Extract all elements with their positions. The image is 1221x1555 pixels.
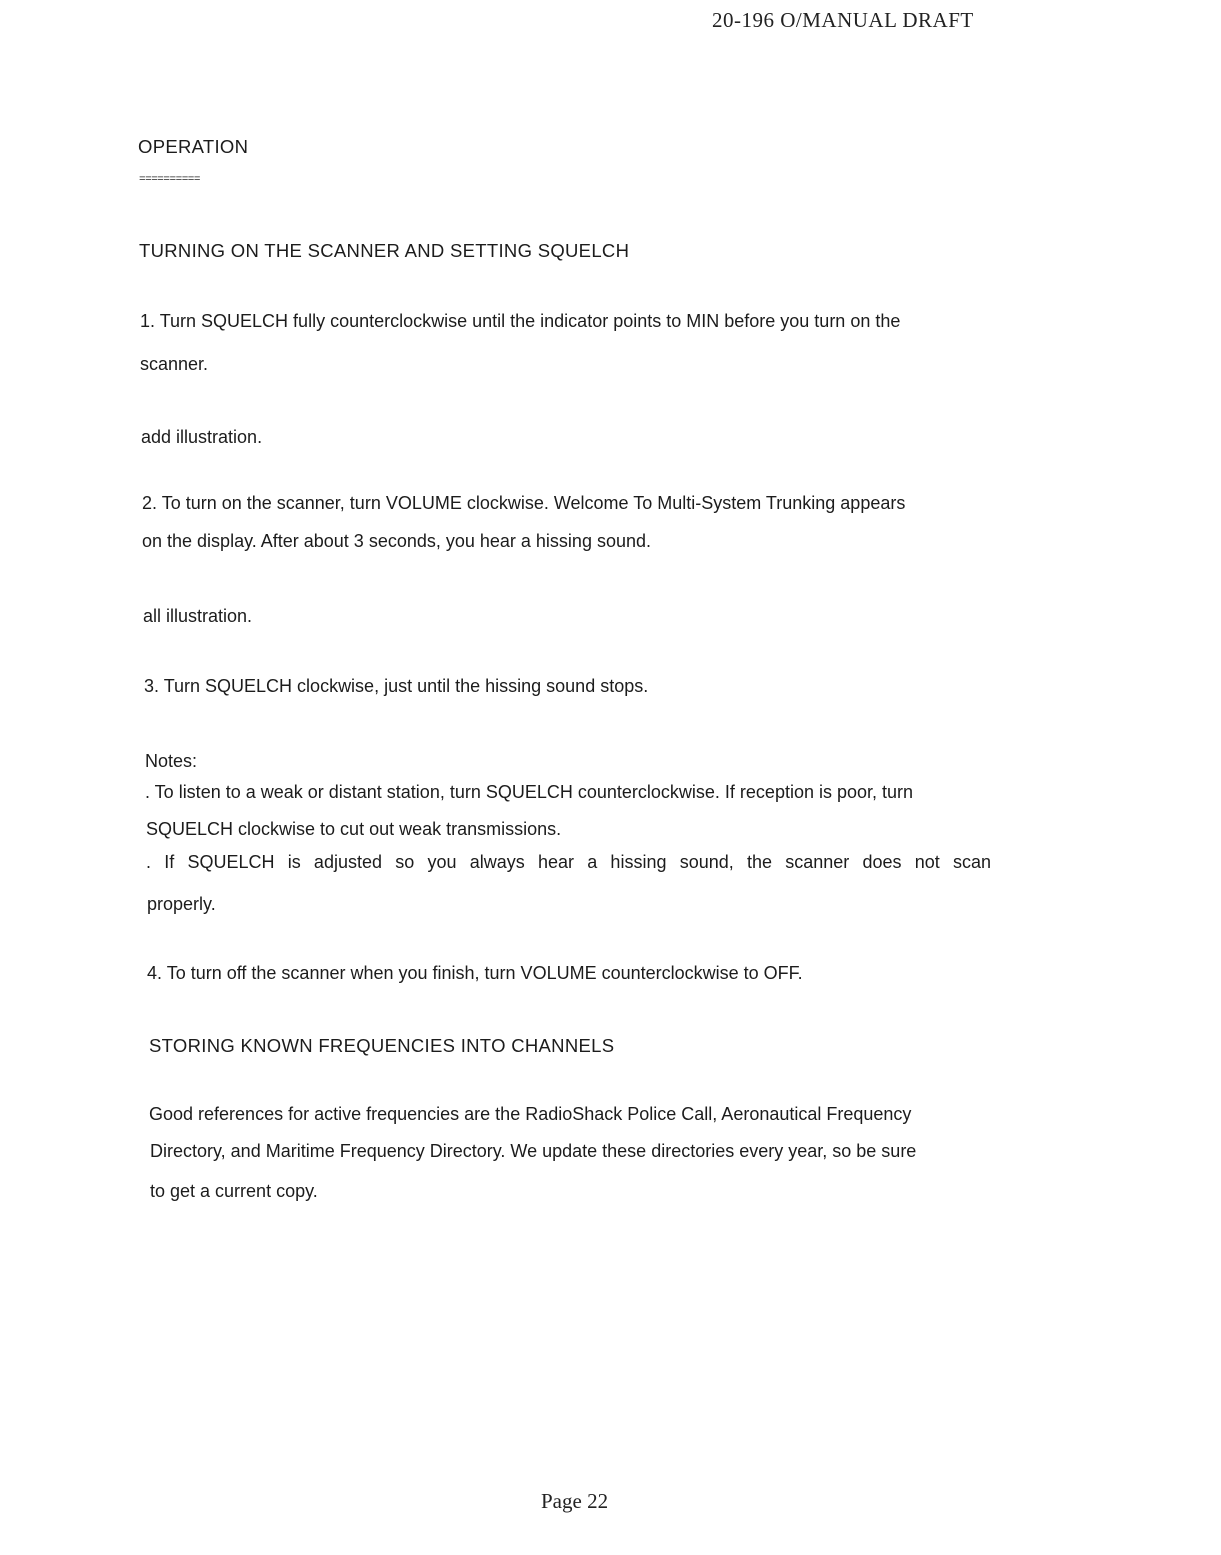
step1-line1: 1. Turn SQUELCH fully counterclockwise until the indicator points to MIN before you turn on the (140, 311, 901, 331)
note1-line1: . To listen to a weak or distant station, turn SQUELCH counterclockwise. If reception is poor, turn (145, 782, 914, 802)
note1-line2: SQUELCH clockwise to cut out weak transmissions. (146, 819, 562, 839)
note2-line1: . If SQUELCH is adjusted so you always hear a hissing sound, the scanner does not scan (146, 852, 991, 872)
subsection-title-squelch: TURNING ON THE SCANNER AND SETTING SQUELCH (139, 240, 630, 261)
section-title-rule: ========== (139, 174, 201, 186)
notes-label: Notes: (145, 751, 198, 771)
storing-para-line1: Good references for active frequencies are the RadioShack Police Call, Aeronautical Frequency (149, 1104, 912, 1124)
illustration-note-1: add illustration. (141, 427, 263, 447)
storing-para-line2: Directory, and Maritime Frequency Directory. We update these directories every year, so be sure (150, 1141, 917, 1161)
draft-header: 20-196 O/MANUAL DRAFT (712, 8, 974, 32)
step4: 4. To turn off the scanner when you finish, turn VOLUME counterclockwise to OFF. (147, 963, 803, 983)
step2-line1: 2. To turn on the scanner, turn VOLUME clockwise. Welcome To Multi-System Trunking appears (142, 493, 906, 513)
storing-para-line3: to get a current copy. (150, 1181, 318, 1201)
step2-line2: on the display. After about 3 seconds, you hear a hissing sound. (142, 531, 652, 551)
step1-line2: scanner. (140, 354, 209, 374)
illustration-note-2: all illustration. (143, 606, 253, 626)
page-number: Page 22 (541, 1489, 609, 1513)
step3: 3. Turn SQUELCH clockwise, just until the hissing sound stops. (144, 676, 649, 696)
note2-line2: properly. (147, 894, 216, 914)
subsection-title-storing: STORING KNOWN FREQUENCIES INTO CHANNELS (149, 1035, 615, 1056)
section-title: OPERATION (138, 136, 249, 157)
